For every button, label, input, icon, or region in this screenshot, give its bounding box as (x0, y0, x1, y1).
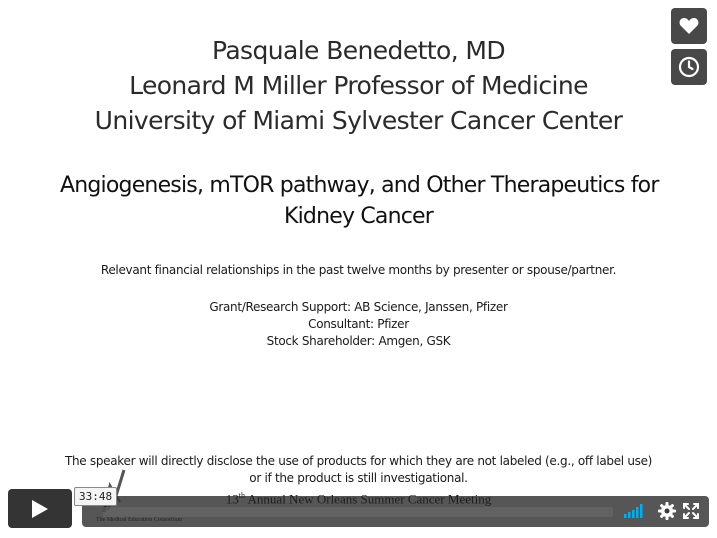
talk-title-line-2: Kidney Cancer (283, 204, 434, 229)
watch-later-button[interactable] (671, 49, 707, 85)
consultant: Consultant: Pfizer (308, 317, 409, 331)
settings-button[interactable] (656, 500, 678, 522)
play-button[interactable] (8, 489, 72, 528)
time-display: 33:48 (74, 487, 117, 506)
presenter-institution: University of Miami Sylvester Cancer Center (94, 106, 623, 135)
volume-icon (624, 504, 646, 518)
presenter-info (0, 33, 717, 138)
like-button[interactable] (671, 8, 707, 44)
gear-icon (658, 502, 676, 520)
clock-icon (678, 56, 700, 78)
talk-title-line-1: Angiogenesis, mTOR pathway, and Other Therapeutics for (60, 173, 659, 198)
progress-bar[interactable] (103, 507, 613, 517)
play-icon (31, 499, 49, 519)
financial-disclosure (0, 262, 717, 350)
grant-support: Grant/Research Support: AB Science, Janssen, Pfizer (209, 300, 508, 314)
volume-button[interactable] (624, 500, 646, 522)
heart-icon (679, 17, 699, 35)
presenter-position: Leonard M Miller Professor of Medicine (129, 71, 588, 100)
fullscreen-icon (683, 503, 699, 519)
product-statement-line-2: or if the product is still investigational. (249, 471, 468, 485)
stock-shareholder: Stock Shareholder: Amgen, GSK (266, 334, 451, 348)
presenter-name: Pasquale Benedetto, MD (211, 36, 506, 65)
product-statement-line-1: The speaker will directly disclose the use of products for which they are not labeled (e.g., off label use) (64, 454, 653, 468)
disclosure-intro: Relevant financial relationships in the past twelve months by presenter or spouse/partner. (100, 263, 617, 277)
fullscreen-button[interactable] (680, 500, 702, 522)
talk-title (60, 170, 657, 232)
